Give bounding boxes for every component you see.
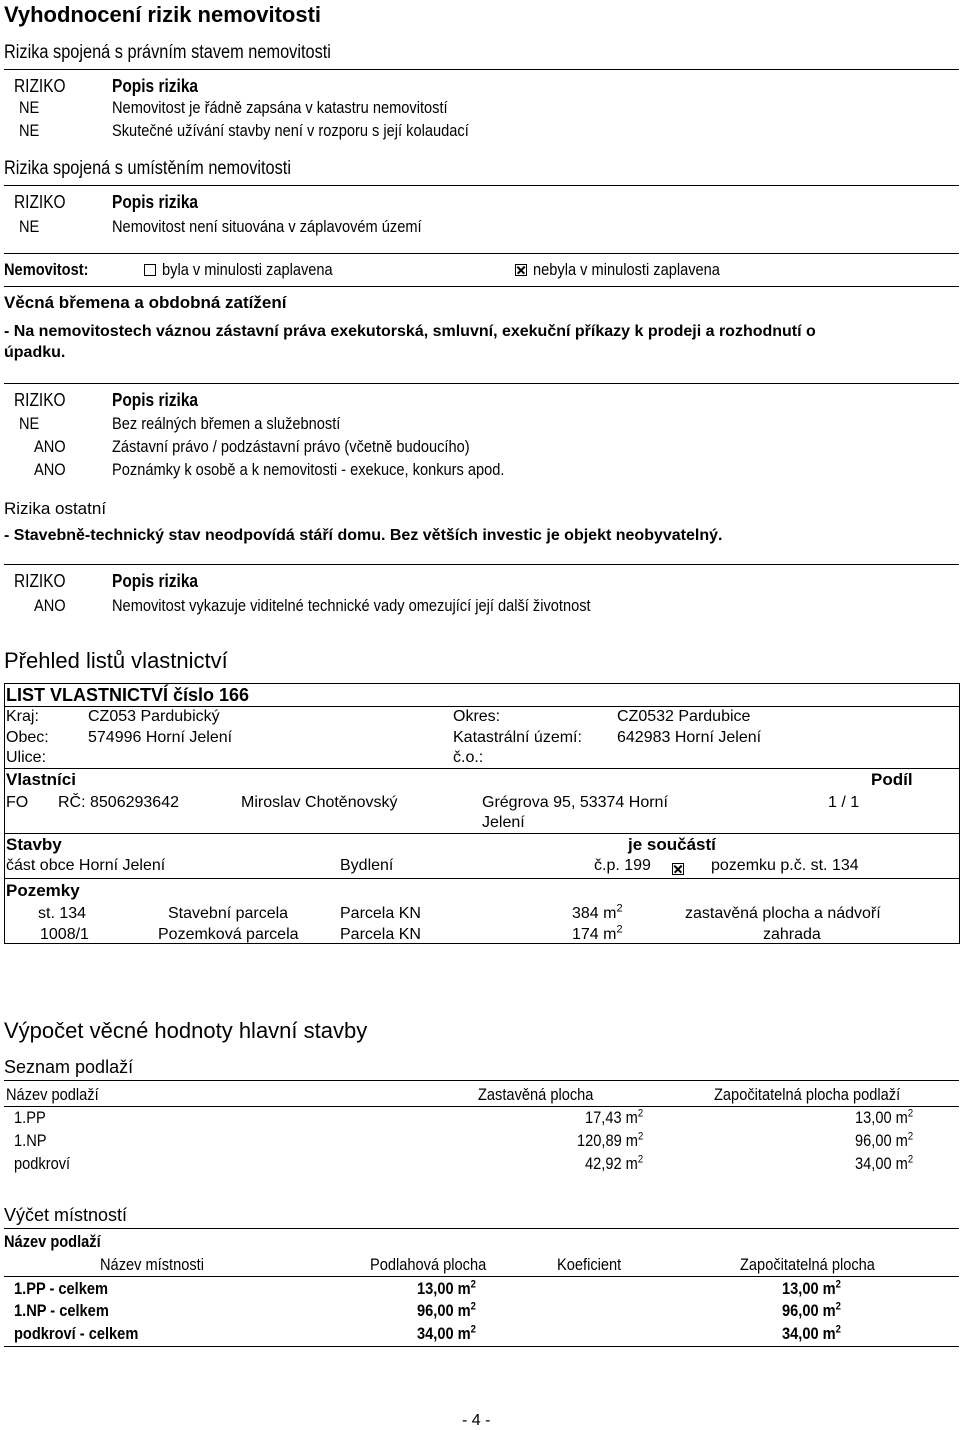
land-register: Parcela KN (340, 926, 421, 943)
building-part-checkbox (672, 863, 684, 875)
location-col-risk: RIZIKO (14, 192, 66, 212)
rooms-col-name: Název místnosti (100, 1255, 205, 1274)
room-name: 1.PP - celkem (14, 1279, 109, 1298)
legal-col-desc: Popis rizika (112, 76, 199, 96)
location-col-desc: Popis rizika (112, 192, 199, 212)
burdens-row-risk: ANO (34, 460, 66, 479)
page-number: - 4 - (462, 1412, 491, 1429)
ownership-heading: Přehled listů vlastnictví (4, 648, 228, 673)
land-label: Pozemky (6, 881, 80, 900)
room-counted: 13,00 $m^2$ (782, 1278, 841, 1298)
co-label: č.o.: (453, 749, 484, 766)
legal-row-desc: Skutečné užívání stavby není v rozporu s její kolaudací (112, 121, 469, 140)
floor-built: 17,43 $m^2$ (585, 1107, 644, 1127)
land-area: 384 $m^2$ (572, 902, 623, 922)
share-label: Podíl (871, 770, 913, 789)
room-area: 96,00 $m^2$ (417, 1300, 476, 1320)
floor-name: 1.PP (14, 1108, 46, 1127)
other-row-risk: ANO (34, 596, 66, 615)
legal-heading: Rizika spojená s právním stavem nemovitosti (4, 42, 331, 63)
owner-type: FO (6, 794, 29, 811)
floors-col-counted: Započitatelná plocha podlaží (714, 1085, 901, 1104)
land-number: st. 134 (38, 905, 87, 922)
okres-label: Okres: (453, 708, 501, 725)
floor-built: 120,89 $m^2$ (577, 1130, 644, 1150)
page-title: Vyhodnocení rizik nemovitosti (4, 2, 322, 27)
room-name: podkroví - celkem (14, 1324, 139, 1343)
rooms-floor-label: Název podlaží (4, 1232, 101, 1251)
owner-share: 1 / 1 (828, 794, 860, 811)
not-flooded-checkbox (515, 264, 527, 276)
owner-rc: RČ: 8506293642 (58, 794, 179, 811)
floor-counted: 34,00 $m^2$ (855, 1153, 914, 1173)
burdens-note-cont: úpadku. (4, 344, 66, 361)
burdens-note: - Na nemovitostech váznou zástavní práva exekutorská, smluvní, exekuční příkazy k prodeji a rozhodnutí o (4, 323, 816, 340)
obec-value: 574996 Horní Jelení (88, 729, 233, 746)
other-note: - Stavebně-technický stav neodpovídá stáří domu. Bez větších investic je objekt neobyvatelný. (4, 527, 723, 544)
ku-value: 642983 Horní Jelení (617, 729, 762, 746)
ulice-label: Ulice: (6, 749, 47, 766)
rooms-col-counted: Započitatelná plocha (740, 1255, 875, 1274)
flood-label: Nemovitost: (4, 260, 89, 279)
burdens-heading: Věcná břemena a obdobná zatížení (4, 293, 287, 312)
land-area: 174 $m^2$ (572, 923, 623, 943)
valuation-heading: Výpočet věcné hodnoty hlavní stavby (4, 1018, 368, 1043)
burdens-row-desc: Zástavní právo / podzástavní právo (včetně budoucího) (112, 437, 470, 456)
legal-col-risk: RIZIKO (14, 76, 66, 96)
owners-label: Vlastníci (6, 770, 76, 789)
rooms-col-coef: Koeficient (557, 1255, 622, 1274)
part-of-label: je součástí (628, 835, 716, 854)
room-area: 34,00 $m^2$ (417, 1323, 476, 1343)
floor-name: podkroví (14, 1154, 71, 1173)
floor-name: 1.NP (14, 1131, 47, 1150)
building-land: pozemku p.č. st. 134 (711, 857, 859, 874)
building-use: Bydlení (340, 857, 394, 874)
other-row-desc: Nemovitost vykazuje viditelné technické vady omezující její další životnost (112, 596, 591, 615)
legal-row-desc: Nemovitost je řádně zapsána v katastru nemovitostí (112, 98, 448, 117)
floors-col-built: Zastavěná plocha (478, 1085, 594, 1104)
floors-heading: Seznam podlaží (4, 1057, 134, 1077)
other-col-desc: Popis rizika (112, 571, 199, 591)
land-kind: Pozemková parcela (158, 926, 299, 943)
room-counted: 96,00 $m^2$ (782, 1300, 841, 1320)
land-use: zastavěná plocha a nádvoří (685, 905, 881, 922)
ku-label: Katastrální území: (453, 729, 582, 746)
not-flooded-label: nebyla v minulosti zaplavena (533, 260, 720, 279)
other-heading: Rizika ostatní (4, 499, 107, 518)
building-part: část obce Horní Jelení (6, 857, 166, 874)
floor-counted: 13,00 $m^2$ (855, 1107, 914, 1127)
room-name: 1.NP - celkem (14, 1301, 109, 1320)
burdens-col-desc: Popis rizika (112, 390, 199, 410)
burdens-row-risk: NE (19, 414, 40, 433)
lv-title: LIST VLASTNICTVÍ číslo 166 (6, 685, 250, 705)
land-use: zahrada (763, 926, 821, 943)
okres-value: CZ0532 Pardubice (617, 708, 751, 725)
rooms-col-area: Podlahová plocha (370, 1255, 487, 1274)
room-counted: 34,00 $m^2$ (782, 1323, 841, 1343)
floor-built: 42,92 $m^2$ (585, 1153, 644, 1173)
location-row-desc: Nemovitost není situována v záplavovém území (112, 217, 422, 236)
burdens-col-risk: RIZIKO (14, 390, 66, 410)
legal-row-risk: NE (19, 121, 40, 140)
owner-name: Miroslav Chotěnovský (241, 794, 398, 811)
land-kind: Stavební parcela (168, 905, 289, 922)
kraj-label: Kraj: (6, 708, 39, 725)
owner-address-cont: Jelení (482, 814, 525, 831)
location-row-risk: NE (19, 217, 40, 236)
rooms-heading: Výčet místností (4, 1205, 128, 1225)
floors-col-name: Název podlaží (6, 1085, 99, 1104)
kraj-value: CZ053 Pardubický (88, 708, 220, 725)
flooded-label: byla v minulosti zaplavena (162, 260, 333, 279)
location-heading: Rizika spojená s umístěním nemovitosti (4, 158, 291, 179)
land-number: 1008/1 (40, 926, 89, 943)
legal-row-risk: NE (19, 98, 40, 117)
buildings-label: Stavby (6, 835, 62, 854)
obec-label: Obec: (6, 729, 49, 746)
land-register: Parcela KN (340, 905, 421, 922)
burdens-row-desc: Bez reálných břemen a služebností (112, 414, 341, 433)
burdens-row-risk: ANO (34, 437, 66, 456)
building-cp: č.p. 199 (594, 857, 651, 874)
room-area: 13,00 $m^2$ (417, 1278, 476, 1298)
other-col-risk: RIZIKO (14, 571, 66, 591)
floor-counted: 96,00 $m^2$ (855, 1130, 914, 1150)
owner-address: Grégrova 95, 53374 Horní (482, 794, 668, 811)
flooded-checkbox (144, 264, 156, 276)
burdens-row-desc: Poznámky k osobě a k nemovitosti - exekuce, konkurs apod. (112, 460, 505, 479)
